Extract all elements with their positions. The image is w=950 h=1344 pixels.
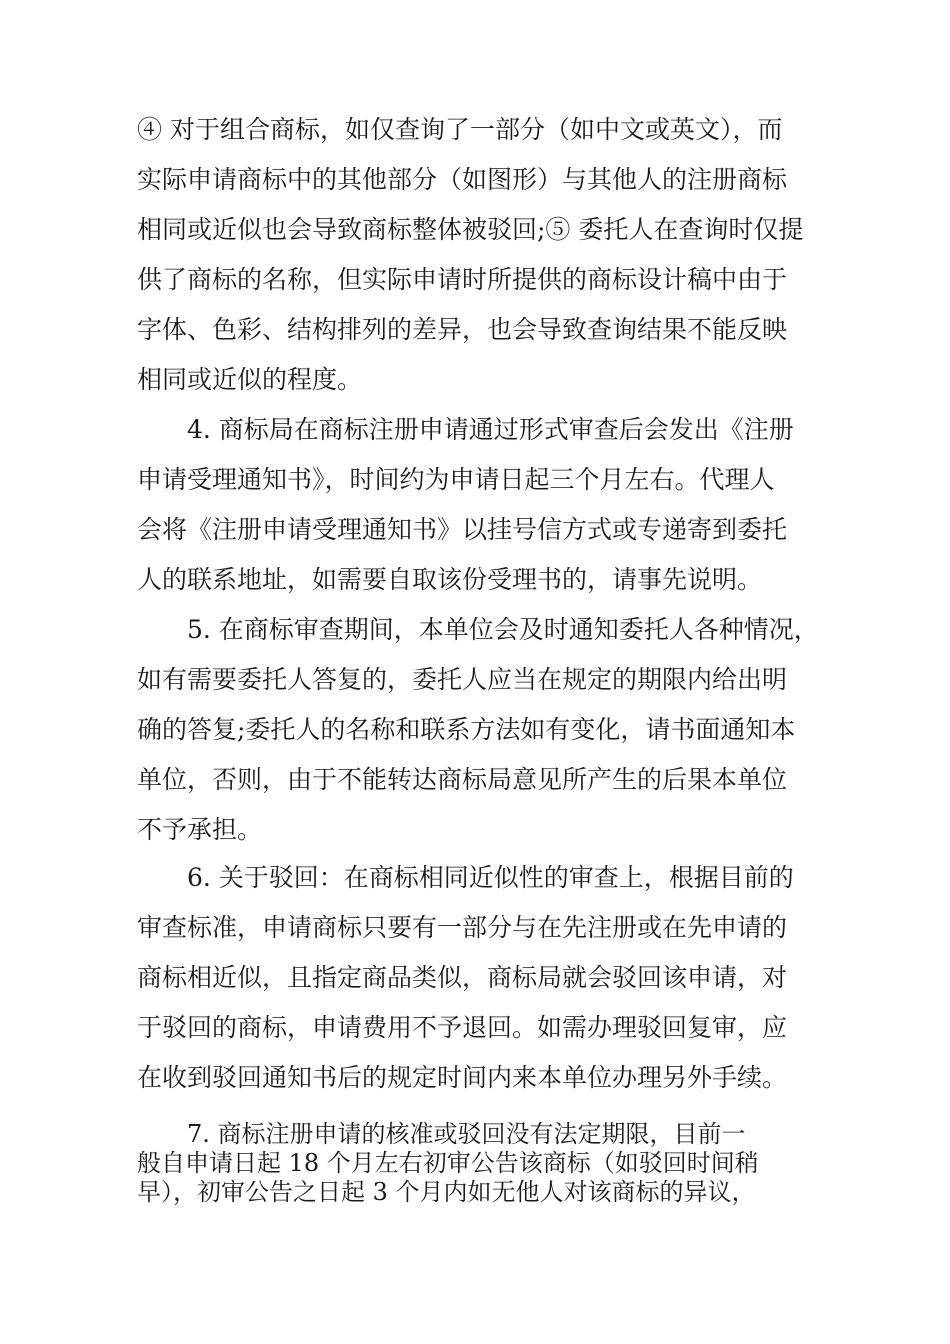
text-line-21: 7. 商标注册申请的核准或驳回没有法定期限，目前一: [187, 1120, 746, 1148]
text-line-23: 早），初审公告之日起 3 个月内如无他人对该商标的异议，: [137, 1178, 756, 1206]
text-line-1: ④ 对于组合商标，如仅查询了一部分（如中文或英文），而: [137, 115, 783, 144]
text-line-14: 单位，否则，由于不能转达商标局意见所产生的后果本单位: [137, 765, 788, 794]
text-line-2: 实际申请商标中的其他部分（如图形）与其他人的注册商标: [137, 165, 788, 194]
text-line-10: 人的联系地址，如需要自取该份受理书的，请事先说明。: [137, 565, 763, 594]
text-line-5: 字体、色彩、结构排列的差异，也会导致查询结果不能反映: [137, 315, 788, 344]
text-line-13: 确的答复;委托人的名称和联系方法如有变化，请书面通知本: [137, 715, 796, 744]
text-line-18: 商标相近似，且指定商品类似，商标局就会驳回该申请，对: [137, 963, 788, 992]
text-line-16: 6. 关于驳回：在商标相同近似性的审查上，根据目前的: [187, 863, 794, 892]
text-line-20: 在收到驳回通知书后的规定时间内来本单位办理另外手续。: [137, 1063, 788, 1092]
text-line-12: 如有需要委托人答复的，委托人应当在规定的期限内给出明: [137, 665, 788, 694]
text-line-15: 不予承担。: [137, 815, 263, 844]
text-line-3: 相同或近似也会导致商标整体被驳回;⑤ 委托人在查询时仅提: [137, 215, 804, 244]
text-line-4: 供了商标的名称，但实际申请时所提供的商标设计稿中由于: [137, 265, 788, 294]
text-line-11: 5. 在商标审查期间，本单位会及时通知委托人各种情况，: [187, 615, 819, 644]
text-line-17: 审查标准，申请商标只要有一部分与在先注册或在先申请的: [137, 913, 788, 942]
text-line-6: 相同或近似的程度。: [137, 365, 363, 394]
text-line-7: 4. 商标局在商标注册申请通过形式审查后会发出《注册: [187, 415, 794, 444]
text-line-22: 般自申请日起 18 个月左右初审公告该商标（如驳回时间稍: [137, 1149, 759, 1177]
text-line-8: 申请受理通知书》，时间约为申请日起三个月左右。代理人: [137, 465, 775, 494]
text-line-19: 于驳回的商标，申请费用不予退回。如需办理驳回复审，应: [137, 1013, 788, 1042]
text-line-9: 会将《注册申请受理通知书》以挂号信方式或专递寄到委托: [137, 515, 788, 544]
